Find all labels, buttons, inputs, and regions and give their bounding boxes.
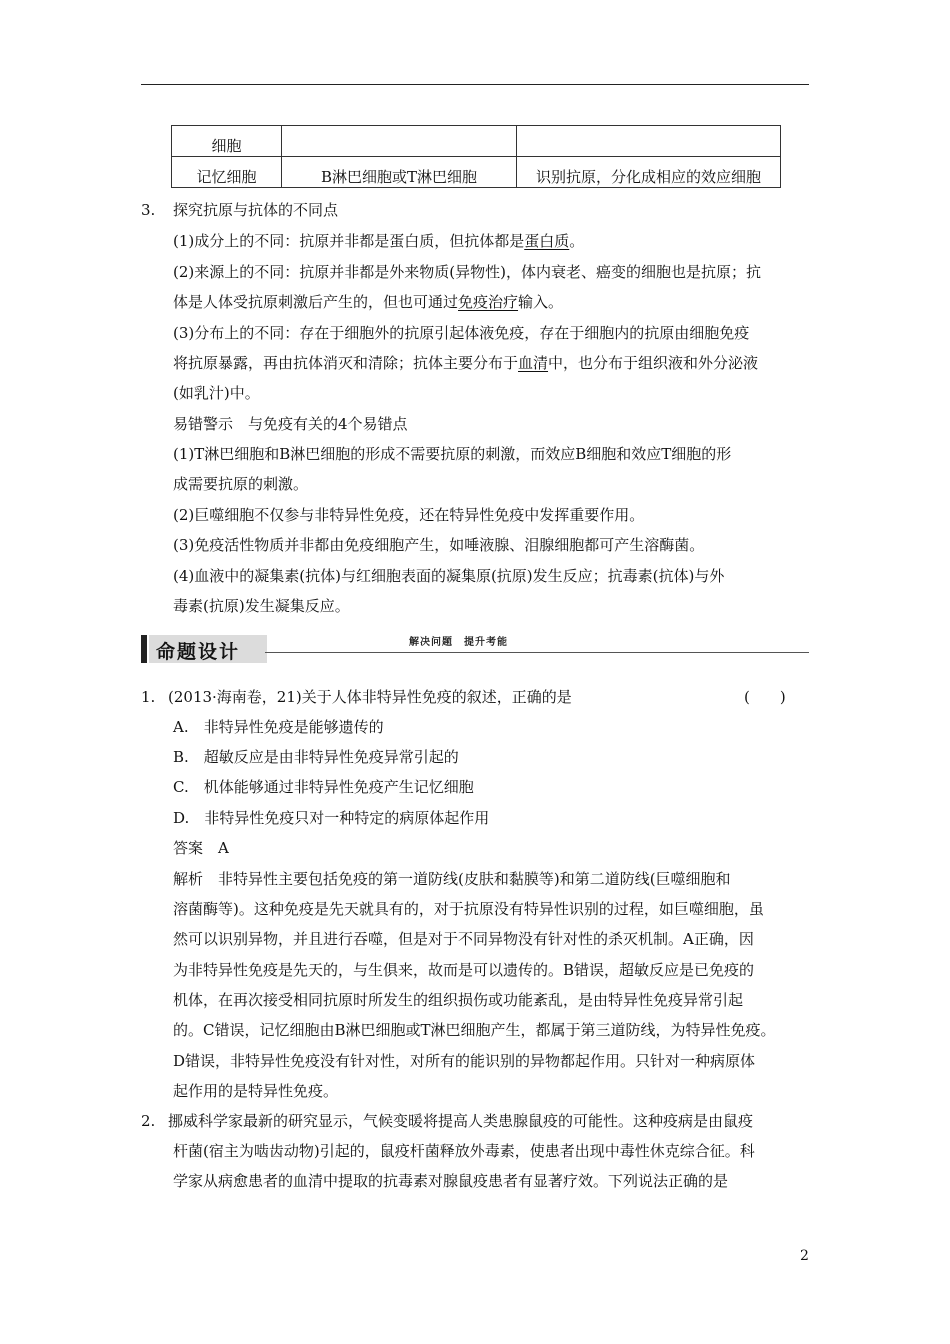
section-title: 探究抗原与抗体的不同点 bbox=[173, 201, 339, 219]
paragraph-line: (3)分布上的不同：存在于细胞外的抗原引起体液免疫，存在于细胞内的抗原由细胞免疫 bbox=[173, 324, 750, 342]
continued-table bbox=[171, 125, 781, 188]
explanation-line: 起作用的是特异性免疫。 bbox=[173, 1082, 339, 1100]
paragraph-line: 体是人体受抗原刺激后产生的，但也可通过免疫治疗输入。 bbox=[173, 293, 564, 311]
key-term: 血清 bbox=[518, 354, 549, 372]
question-stem: 学家从病愈患者的血清中提取的抗毒素对腺鼠疫患者有显著疗效。下列说法正确的是 bbox=[173, 1172, 729, 1190]
banner-rule bbox=[265, 652, 809, 653]
paragraph-line: (1)成分上的不同：抗原并非都是蛋白质，但抗体都是蛋白质。 bbox=[173, 232, 585, 250]
option-c: C. 机体能够通过非特异性免疫产生记忆细胞 bbox=[173, 778, 474, 796]
key-term: 蛋白质 bbox=[524, 232, 570, 250]
question-stem: 挪威科学家最新的研究显示，气候变暖将提高人类患腺鼠疫的可能性。这种疫病是由鼠疫 bbox=[168, 1112, 754, 1130]
table-cell bbox=[517, 126, 781, 157]
answer-paren: ( ) bbox=[744, 688, 786, 706]
explanation-line: 的。C错误，记忆细胞由B淋巴细胞或T淋巴细胞产生，都属于第三道防线，为特异性免疫。 bbox=[173, 1021, 776, 1039]
table-cell: 细胞 bbox=[172, 126, 282, 157]
paragraph-line: (1)T淋巴细胞和B淋巴细胞的形成不需要抗原的刺激，而效应B细胞和效应T细胞的形 bbox=[173, 445, 732, 463]
paragraph-line: 成需要抗原的刺激。 bbox=[173, 475, 309, 493]
explanation-line: 机体，在再次接受相同抗原时所发生的组织损伤或功能紊乱，是由特异性免疫异常引起 bbox=[173, 991, 744, 1009]
paragraph-line: (2)巨噬细胞不仅参与非特异性免疫，还在特异性免疫中发挥重要作用。 bbox=[173, 506, 645, 524]
key-term: 免疫治疗 bbox=[458, 293, 519, 311]
question-stem: 杆菌(宿主为啮齿动物)引起的，鼠疫杆菌释放外毒素，使患者出现中毒性休克综合征。科 bbox=[173, 1142, 755, 1160]
banner-subtitle: 解决问题 提升考能 bbox=[409, 637, 508, 648]
table-cell bbox=[282, 126, 517, 157]
explanation-line: 解析 非特异性主要包括免疫的第一道防线(皮肤和黏膜等)和第二道防线(巨噬细胞和 bbox=[173, 870, 731, 888]
paragraph-line: (4)血液中的凝集素(抗体)与红细胞表面的凝集原(抗原)发生反应；抗毒素(抗体)与外 bbox=[173, 567, 725, 585]
table-cell: B淋巴细胞或T淋巴细胞 bbox=[282, 157, 517, 188]
explanation-line: 溶菌酶等)。这种免疫是先天就具有的，对于抗原没有特异性识别的过程，如巨噬细胞，虽 bbox=[173, 900, 764, 918]
paragraph-line: 将抗原暴露，再由抗体消灭和清除；抗体主要分布于血清中，也分布于组织液和外分泌液 bbox=[173, 354, 759, 372]
option-a: A. 非特异性免疫是能够遗传的 bbox=[173, 718, 384, 736]
paragraph-line: (如乳汁)中。 bbox=[173, 384, 260, 402]
option-d: D. 非特异性免疫只对一种特定的病原体起作用 bbox=[173, 809, 490, 827]
page-number: 2 bbox=[800, 1248, 809, 1264]
paragraph-line: 毒素(抗原)发生凝集反应。 bbox=[173, 597, 350, 615]
banner-title: 命题设计 bbox=[156, 641, 241, 663]
question-stem: (2013·海南卷，21)关于人体非特异性免疫的叙述，正确的是 bbox=[168, 688, 572, 706]
question-number: 1. bbox=[141, 688, 156, 706]
paragraph-line: (3)免疫活性物质并非都由免疫细胞产生，如唾液腺、泪腺细胞都可产生溶酶菌。 bbox=[173, 536, 705, 554]
question-number: 2. bbox=[141, 1112, 156, 1130]
section-banner bbox=[141, 633, 809, 663]
answer: 答案 A bbox=[173, 839, 229, 857]
table-cell: 识别抗原，分化成相应的效应细胞 bbox=[517, 157, 781, 188]
header-rule bbox=[141, 84, 809, 85]
explanation-line: 为非特异性免疫是先天的，与生俱来，故而是可以遗传的。B错误，超敏反应是已免疫的 bbox=[173, 961, 755, 979]
option-b: B. 超敏反应是由非特异性免疫异常引起的 bbox=[173, 748, 459, 766]
section-number: 3. bbox=[141, 201, 156, 219]
table-row bbox=[172, 157, 781, 188]
warning-title: 易错警示 与免疫有关的4个易错点 bbox=[173, 415, 408, 433]
paragraph-line: (2)来源上的不同：抗原并非都是外来物质(异物性)，体内衰老、癌变的细胞也是抗原；抗 bbox=[173, 263, 761, 281]
table-cell: 记忆细胞 bbox=[172, 157, 282, 188]
table-row bbox=[172, 126, 781, 157]
explanation-line: 然可以识别异物，并且进行吞噬，但是对于不同异物没有针对性的杀灭机制。A正确，因 bbox=[173, 930, 754, 948]
explanation-line: D错误，非特异性免疫没有针对性，对所有的能识别的异物都起作用。只针对一种病原体 bbox=[173, 1052, 756, 1070]
